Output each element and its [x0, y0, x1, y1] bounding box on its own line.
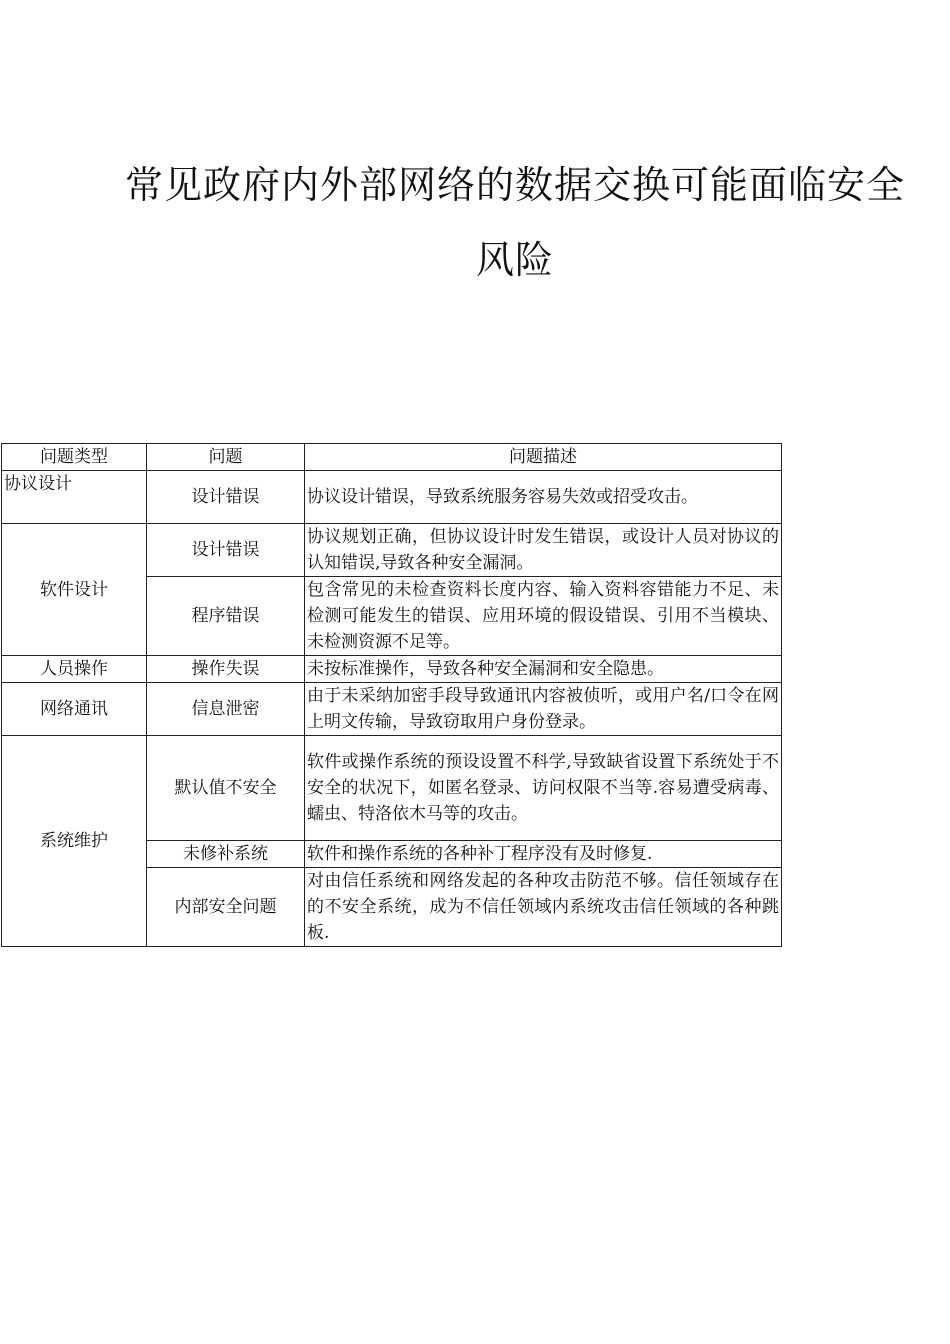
table-row: [2, 656, 782, 683]
table-row: [2, 524, 782, 577]
issue-cell: 操作失误: [147, 656, 305, 683]
description-cell: 包含常见的未检查资料长度内容、输入资料容错能力不足、未检测可能发生的错误、应用环境的假设错误、引用不当模块、未检测资源不足等。: [305, 577, 782, 656]
issue-cell: 未修补系统: [147, 841, 305, 868]
description-cell: 对由信任系统和网络发起的各种攻击防范不够。信任领域存在的不安全系统，成为不信任领域内系统攻击信任领域的各种跳板.: [305, 868, 782, 947]
description-cell: 协议设计错误，导致系统服务容易失效或招受攻击。: [305, 471, 782, 524]
issue-cell: 设计错误: [147, 524, 305, 577]
issue-cell: 信息泄密: [147, 683, 305, 736]
type-cell: 系统维护: [2, 736, 147, 947]
type-cell: 网络通讯: [2, 683, 147, 736]
header-issue: 问题: [147, 444, 305, 471]
type-cell: 人员操作: [2, 656, 147, 683]
issue-cell: 程序错误: [147, 577, 305, 656]
header-type: 问题类型: [2, 444, 147, 471]
description-cell: 由于未采纳加密手段导致通讯内容被侦听，或用户名/口令在网上明文传输，导致窃取用户身份登录。: [305, 683, 782, 736]
issue-cell: 默认值不安全: [147, 736, 305, 841]
table-row: [2, 736, 782, 841]
header-description: 问题描述: [305, 444, 782, 471]
document-title: 常见政府内外部网络的数据交换可能面临安全风险: [124, 163, 905, 282]
table-row: [2, 683, 782, 736]
description-cell: 未按标准操作，导致各种安全漏洞和安全隐患。: [305, 656, 782, 683]
risk-table: [1, 443, 782, 947]
type-cell: 软件设计: [2, 524, 147, 656]
description-cell: 协议规划正确，但协议设计时发生错误，或设计人员对协议的认知错误,导致各种安全漏洞。: [305, 524, 782, 577]
description-cell: 软件和操作系统的各种补丁程序没有及时修复.: [305, 841, 782, 868]
issue-cell: 内部安全问题: [147, 868, 305, 947]
description-cell: 软件或操作系统的预设设置不科学,导致缺省设置下系统处于不安全的状况下，如匿名登录、访问权限不当等.容易遭受病毒、蠕虫、特洛依木马等的攻击。: [305, 736, 782, 841]
issue-cell: 设计错误: [147, 471, 305, 524]
table-header-row: [2, 444, 782, 471]
table-row: [2, 471, 782, 524]
type-cell: 协议设计: [2, 471, 147, 524]
